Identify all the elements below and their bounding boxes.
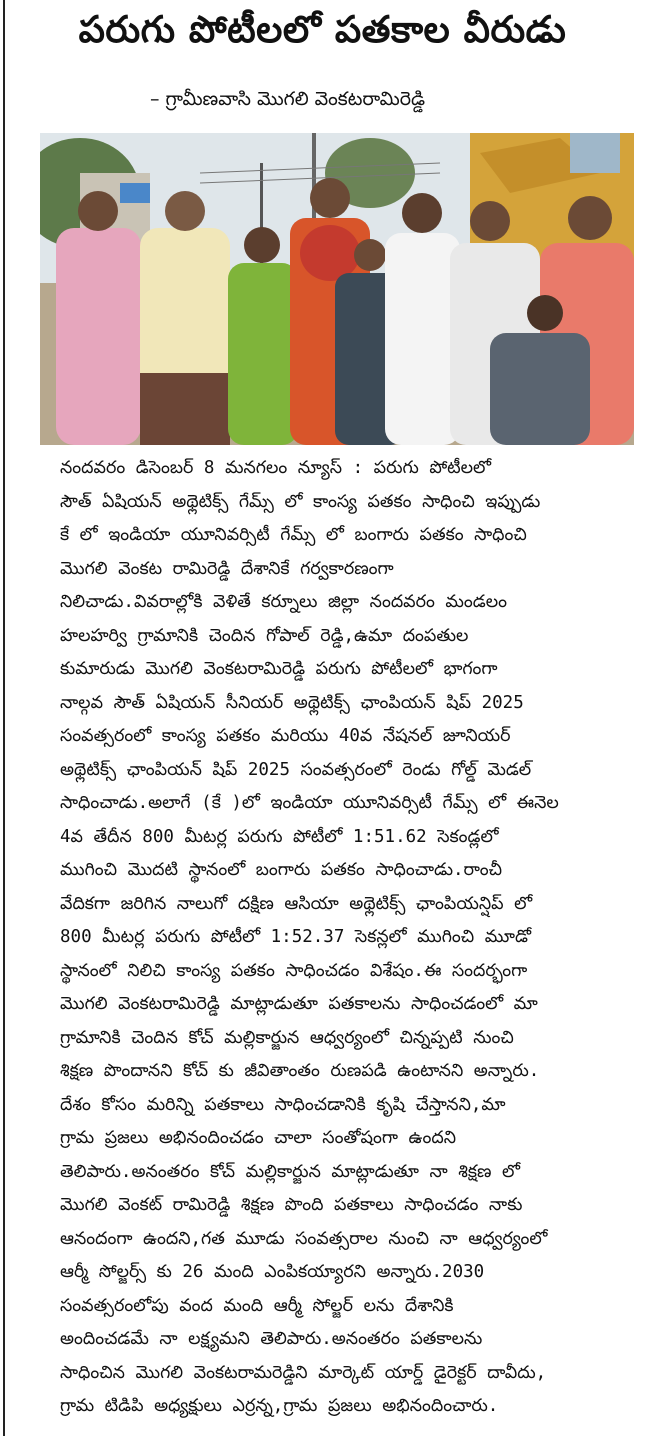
headline: పరుగు పోటీలలో పతకాల వీరుడు xyxy=(78,8,567,51)
article-line: సాధించాడు.అలాగే (కే )లో ఇండియా యూనివర్సిటీ గేమ్స్ లో ఈనెల xyxy=(60,793,559,813)
article-line: తెలిపారు.అనంతరం కోచ్ మల్లికార్జున మాట్లాడుతూ నా శిక్షణ లో xyxy=(60,1161,520,1182)
article-line: హలహర్వి గ్రామానికి చెందిన గోపాల్ రెడ్డి,ఉమా దంపతుల xyxy=(60,625,469,646)
article-line: మొగలి వెంకట రామిరెడ్డి దేశానికే గర్వకారణంగా xyxy=(60,558,394,579)
article-line: నాల్గవ సౌత్ ఏషియన్ సీనియర్ అథ్లెటిక్స్ ఛాంపియన్ షిప్ 2025 xyxy=(60,692,524,713)
article-line: మొగలి వెంకట్ రామిరెడ్డి శిక్షణ పొంది పతకాలు సాధించడం నాకు xyxy=(60,1195,523,1215)
article-line: ఆర్మీ సోల్జర్స్ కు 26 మంది ఎంపికయ్యారని అన్నారు.2030 xyxy=(60,1262,485,1282)
article-line: కుమారుడు మొగలి వెంకటరామిరెడ్డి పరుగు పోటీలలో భాగంగా xyxy=(60,659,498,679)
article-line: అథ్లెటిక్స్ ఛాంపియన్ షిప్ 2025 సంవత్సరంలో రెండు గోల్డ్ మెడల్ xyxy=(60,759,532,780)
news-photo xyxy=(40,133,634,445)
article-line: 4వ తేదీన 800 మీటర్ల పరుగు పోటీలో 1:51.62 సెకండ్లలో xyxy=(60,826,499,847)
article-line: నందవరం డిసెంబర్ 8 మనగలం న్యూస్ : పరుగు పోటీలలో xyxy=(60,458,492,478)
article-line: సౌత్ ఏషియన్ అథ్లెటిక్స్ గేమ్స్ లో కాంస్య పతకం సాధించి ఇప్పుడు xyxy=(60,491,541,512)
article-line: అందించడమే నా లక్ష్యమని తెలిపారు.అనంతరం పతకాలను xyxy=(60,1329,483,1349)
article-line: గ్రామ టిడిపి అధ్యక్షులు ఎర్రన్న,గ్రామ ప్రజలు అభినందించారు. xyxy=(60,1396,499,1416)
article-line: గ్రామానికి చెందిన కోచ్ మల్లికార్జున ఆధ్వర్యంలో చిన్నప్పటి నుంచి xyxy=(60,1027,514,1048)
article-line: ఆనందంగా ఉందని,గత మూడు సంవత్సరాల నుంచి నా ఆధ్వర్యంలో xyxy=(60,1228,548,1249)
article-line: నిలిచాడు.వివరాల్లోకి వెళితే కర్నూలు జిల్లా నందవరం మండలం xyxy=(60,592,508,612)
article-line: స్థానంలో నిలిచి కాంస్య పతకం సాధించడం విశేషం.ఈ సందర్భంగా xyxy=(60,960,528,981)
article-line: మొగలి వెంకటరామిరెడ్డి మాట్లాడుతూ పతకాలను సాధించడంలో మా xyxy=(60,994,538,1014)
article-line: దేశం కోసం మరిన్ని పతకాలు సాధించడానికి కృషి చేస్తానని,మా xyxy=(60,1094,506,1115)
article-body xyxy=(60,452,620,1424)
byline: – గ్రామీణవాసి మొగలి వెంకటరామిరెడ్డి xyxy=(150,88,426,110)
article-line: గ్రామ ప్రజలు అభినందించడం చాలా సంతోషంగా ఉందని xyxy=(60,1128,457,1148)
article-line: శిక్షణ పొందానని కోచ్ కు జీవితాంతం రుణపడి ఉంటానని అన్నారు. xyxy=(60,1061,540,1081)
article-line: కే లో ఇండియా యూనివర్సిటీ గేమ్స్ లో బంగారు పతకం సాధించి xyxy=(60,525,527,545)
article-line: సంవత్సరంలోపు వంద మంది ఆర్మీ సోల్జర్ లను దేశానికి xyxy=(60,1295,454,1316)
article-line: సాధించిన మొగలి వెంకటరామరెడ్డిని మార్కెట్ యార్డ్ డైరెక్టర్ దావీదు, xyxy=(60,1362,547,1383)
article-line: ముగించి మొదటి స్థానంలో బంగారు పతకం సాధించాడు.రాంచీ xyxy=(60,860,503,880)
column-rule xyxy=(3,0,5,1436)
article-line: సంవత్సరంలో కాంస్య పతకం మరియు 40వ నేషనల్ జూనియర్ xyxy=(60,726,511,746)
article-line: వేదికగా జరిగిన నాలుగో దక్షిణ ఆసియా అథ్లెటిక్స్ ఛాంపియన్షిప్ లో xyxy=(60,893,533,914)
article-line: 800 మీటర్ల పరుగు పోటీలో 1:52.37 సెకన్లలో ముగించి మూడో xyxy=(60,927,531,947)
